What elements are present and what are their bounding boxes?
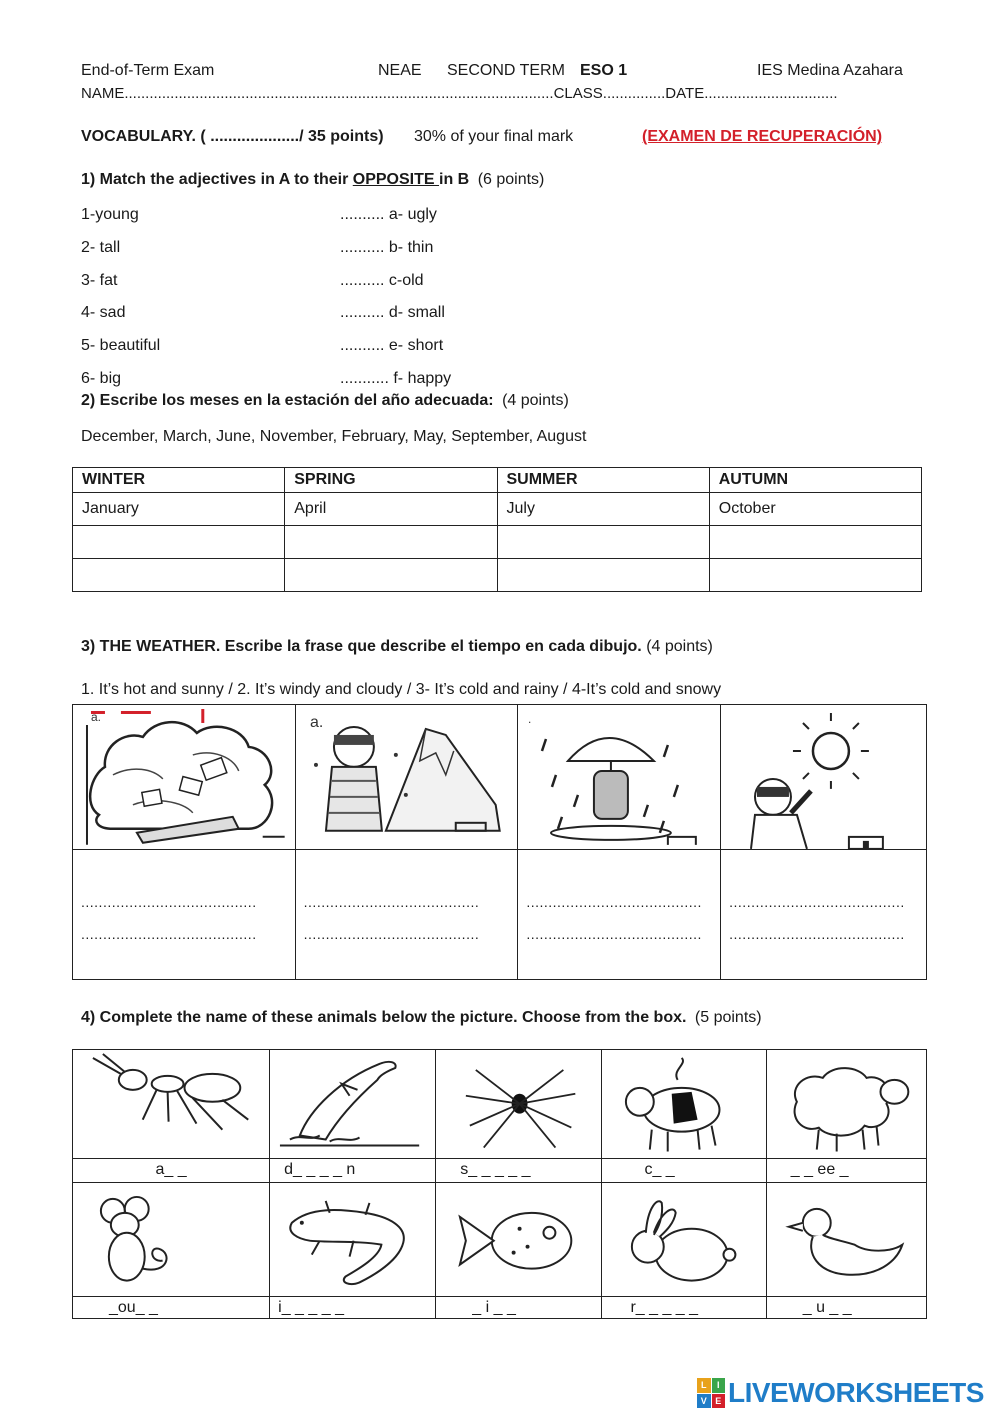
weather-picture-2 bbox=[295, 705, 518, 850]
dotted-line[interactable]: ........................................ bbox=[526, 893, 702, 910]
ex1-title-start: 1) Match the adjectives in A to their bbox=[81, 171, 353, 188]
mouse-icon bbox=[73, 1183, 269, 1297]
weather-answer-1[interactable] bbox=[73, 849, 296, 979]
dotted-line[interactable]: ........................................ bbox=[729, 925, 905, 942]
logo-letter: E bbox=[712, 1394, 726, 1409]
weather-picture-4 bbox=[721, 705, 927, 850]
sheep-icon bbox=[767, 1050, 926, 1158]
cow-icon bbox=[602, 1050, 765, 1158]
animal-picture-rabbit bbox=[602, 1182, 766, 1297]
ex4-points: (5 points) bbox=[694, 1009, 762, 1026]
ex2-title-text: 2) Escribe los meses en la estación del año adecuada: bbox=[81, 392, 494, 409]
example-winter: January bbox=[73, 493, 285, 526]
header-winter: WINTER bbox=[73, 468, 285, 493]
adjective-a-3: 3- fat bbox=[81, 272, 118, 289]
spider-icon bbox=[436, 1050, 601, 1157]
answer-cell[interactable] bbox=[709, 526, 921, 559]
animal-picture-fish bbox=[436, 1182, 602, 1297]
adjective-a-1: 1-young bbox=[81, 206, 139, 223]
animal-picture-mouse bbox=[73, 1182, 270, 1297]
dotted-line[interactable]: ........................................ bbox=[303, 925, 480, 942]
animals-table bbox=[72, 1049, 927, 1319]
header-summer: SUMMER bbox=[497, 468, 709, 493]
fish-icon bbox=[436, 1183, 601, 1296]
dotted-line[interactable]: ........................................ bbox=[729, 893, 905, 910]
dotted-line[interactable]: ........................................ bbox=[81, 893, 257, 910]
seasons-table bbox=[72, 467, 922, 592]
animal-picture-iguana bbox=[270, 1182, 436, 1297]
ex3-title bbox=[81, 638, 713, 656]
answer-cell[interactable] bbox=[497, 526, 709, 559]
hot-sunny-icon bbox=[721, 705, 926, 849]
animal-hint-sheep[interactable]: _ _ ee _ bbox=[766, 1158, 926, 1182]
animal-picture-cow bbox=[602, 1050, 766, 1159]
animal-hint-mouse[interactable]: _ou_ _ bbox=[73, 1297, 270, 1319]
animal-hint-iguana[interactable]: i_ _ _ _ _ bbox=[270, 1297, 436, 1319]
iguana-icon bbox=[270, 1183, 435, 1296]
example-spring: April bbox=[285, 493, 497, 526]
animal-hint-ant[interactable]: a_ _ bbox=[73, 1158, 270, 1182]
ex1-points: (6 points) bbox=[477, 171, 545, 188]
logo-letter: V bbox=[697, 1394, 711, 1409]
ex4-title bbox=[81, 1009, 762, 1027]
adjective-b-6[interactable]: ........... f- happy bbox=[340, 370, 452, 387]
ex2-points: (4 points) bbox=[502, 392, 569, 409]
neae-label: NEAE bbox=[378, 62, 422, 79]
svg-text:.: . bbox=[528, 711, 532, 726]
exam-title: End-of-Term Exam bbox=[81, 62, 215, 79]
ex2-title bbox=[81, 392, 569, 410]
school-name: IES Medina Azahara bbox=[757, 62, 903, 79]
answer-cell[interactable] bbox=[73, 559, 285, 592]
final-mark-note: 30% of your final mark bbox=[414, 128, 574, 145]
animal-hint-cow[interactable]: c_ _ bbox=[602, 1158, 766, 1182]
adjective-b-5[interactable]: .......... e- short bbox=[340, 337, 444, 354]
cold-rainy-icon bbox=[518, 705, 720, 849]
ex4-title-text: 4) Complete the name of these animals below the picture. Choose from the box. bbox=[81, 1009, 687, 1026]
animal-hint-dolphin[interactable]: d_ _ _ _ n bbox=[270, 1158, 436, 1182]
adjective-a-6: 6- big bbox=[81, 370, 122, 387]
animal-picture-dolphin bbox=[270, 1050, 436, 1159]
weather-answer-3[interactable] bbox=[518, 849, 721, 979]
dotted-line[interactable]: ........................................ bbox=[303, 893, 480, 910]
name-class-line: NAME.......................................................................................................CLASS............. bbox=[81, 85, 657, 102]
liveworksheets-logo bbox=[697, 1376, 984, 1410]
header-autumn: AUTUMN bbox=[709, 468, 921, 493]
weather-options: 1. It’s hot and sunny / 2. It’s windy and cloudy / 3- It’s cold and rainy / 4-It’s cold and snowy bbox=[81, 681, 722, 698]
level-label: ESO 1 bbox=[580, 62, 628, 79]
animal-hint-rabbit[interactable]: r_ _ _ _ _ bbox=[602, 1297, 766, 1319]
example-summer: July bbox=[497, 493, 709, 526]
ex3-points: (4 points) bbox=[646, 638, 713, 655]
header-spring: SPRING bbox=[285, 468, 497, 493]
adjective-a-4: 4- sad bbox=[81, 304, 126, 321]
animal-hint-spider[interactable]: s_ _ _ _ _ bbox=[436, 1158, 602, 1182]
windy-cloudy-icon bbox=[73, 705, 295, 849]
logo-letter: L bbox=[697, 1378, 711, 1393]
cold-snowy-icon bbox=[296, 705, 518, 849]
weather-table bbox=[72, 704, 927, 980]
recovery-exam-label: (EXAMEN DE RECUPERACIÓN) bbox=[642, 128, 883, 145]
adjective-a-2: 2- tall bbox=[81, 239, 121, 256]
weather-picture-3 bbox=[518, 705, 721, 850]
answer-cell[interactable] bbox=[497, 559, 709, 592]
term-label: SECOND TERM bbox=[447, 62, 565, 79]
ex1-title-end: in B bbox=[439, 171, 470, 188]
animal-hint-fish[interactable]: _ i _ _ bbox=[436, 1297, 602, 1319]
svg-text:a.: a. bbox=[309, 714, 323, 732]
animal-hint-duck[interactable]: _ u _ _ bbox=[766, 1297, 926, 1319]
example-autumn: October bbox=[709, 493, 921, 526]
logo-badge-icon bbox=[697, 1378, 725, 1408]
answer-cell[interactable] bbox=[285, 526, 497, 559]
answer-cell[interactable] bbox=[73, 526, 285, 559]
dotted-line[interactable]: ........................................ bbox=[81, 925, 257, 942]
ex1-title bbox=[81, 171, 544, 189]
animal-picture-sheep bbox=[766, 1050, 926, 1159]
adjective-b-1[interactable]: .......... a- ugly bbox=[340, 206, 437, 223]
vocabulary-heading: VOCABULARY. ( ..................../ 35 points) bbox=[81, 128, 384, 145]
student-info-line bbox=[81, 85, 838, 102]
animal-picture-ant bbox=[73, 1050, 270, 1159]
svg-text:a.: a. bbox=[90, 710, 101, 725]
logo-text: LIVEWORKSHEETS bbox=[728, 1377, 984, 1408]
adjective-b-3[interactable]: .......... c-old bbox=[340, 272, 424, 289]
animal-picture-duck bbox=[766, 1182, 926, 1297]
rabbit-icon bbox=[602, 1183, 765, 1297]
duck-icon bbox=[767, 1183, 926, 1296]
date-line: ..DATE................................ bbox=[656, 85, 838, 102]
weather-answer-2[interactable] bbox=[295, 849, 518, 979]
adjective-b-2[interactable]: .......... b- thin bbox=[340, 239, 434, 256]
dolphin-icon bbox=[270, 1050, 435, 1157]
weather-answer-4[interactable] bbox=[721, 849, 927, 979]
ex1-title-opposite: OPPOSITE bbox=[352, 171, 440, 188]
ex3-title-text: 3) THE WEATHER. Escribe la frase que describe el tiempo en cada dibujo. bbox=[81, 638, 642, 655]
ant-icon bbox=[73, 1050, 269, 1158]
animal-picture-spider bbox=[436, 1050, 602, 1159]
answer-cell[interactable] bbox=[285, 559, 497, 592]
logo-letter: I bbox=[712, 1378, 726, 1393]
months-word-bank: December, March, June, November, February, May, September, August bbox=[81, 428, 587, 445]
adjective-b-4[interactable]: .......... d- small bbox=[340, 304, 445, 321]
dotted-line[interactable]: ........................................ bbox=[526, 925, 702, 942]
answer-cell[interactable] bbox=[709, 559, 921, 592]
weather-picture-1 bbox=[73, 705, 296, 850]
adjective-a-5: 5- beautiful bbox=[81, 337, 161, 354]
